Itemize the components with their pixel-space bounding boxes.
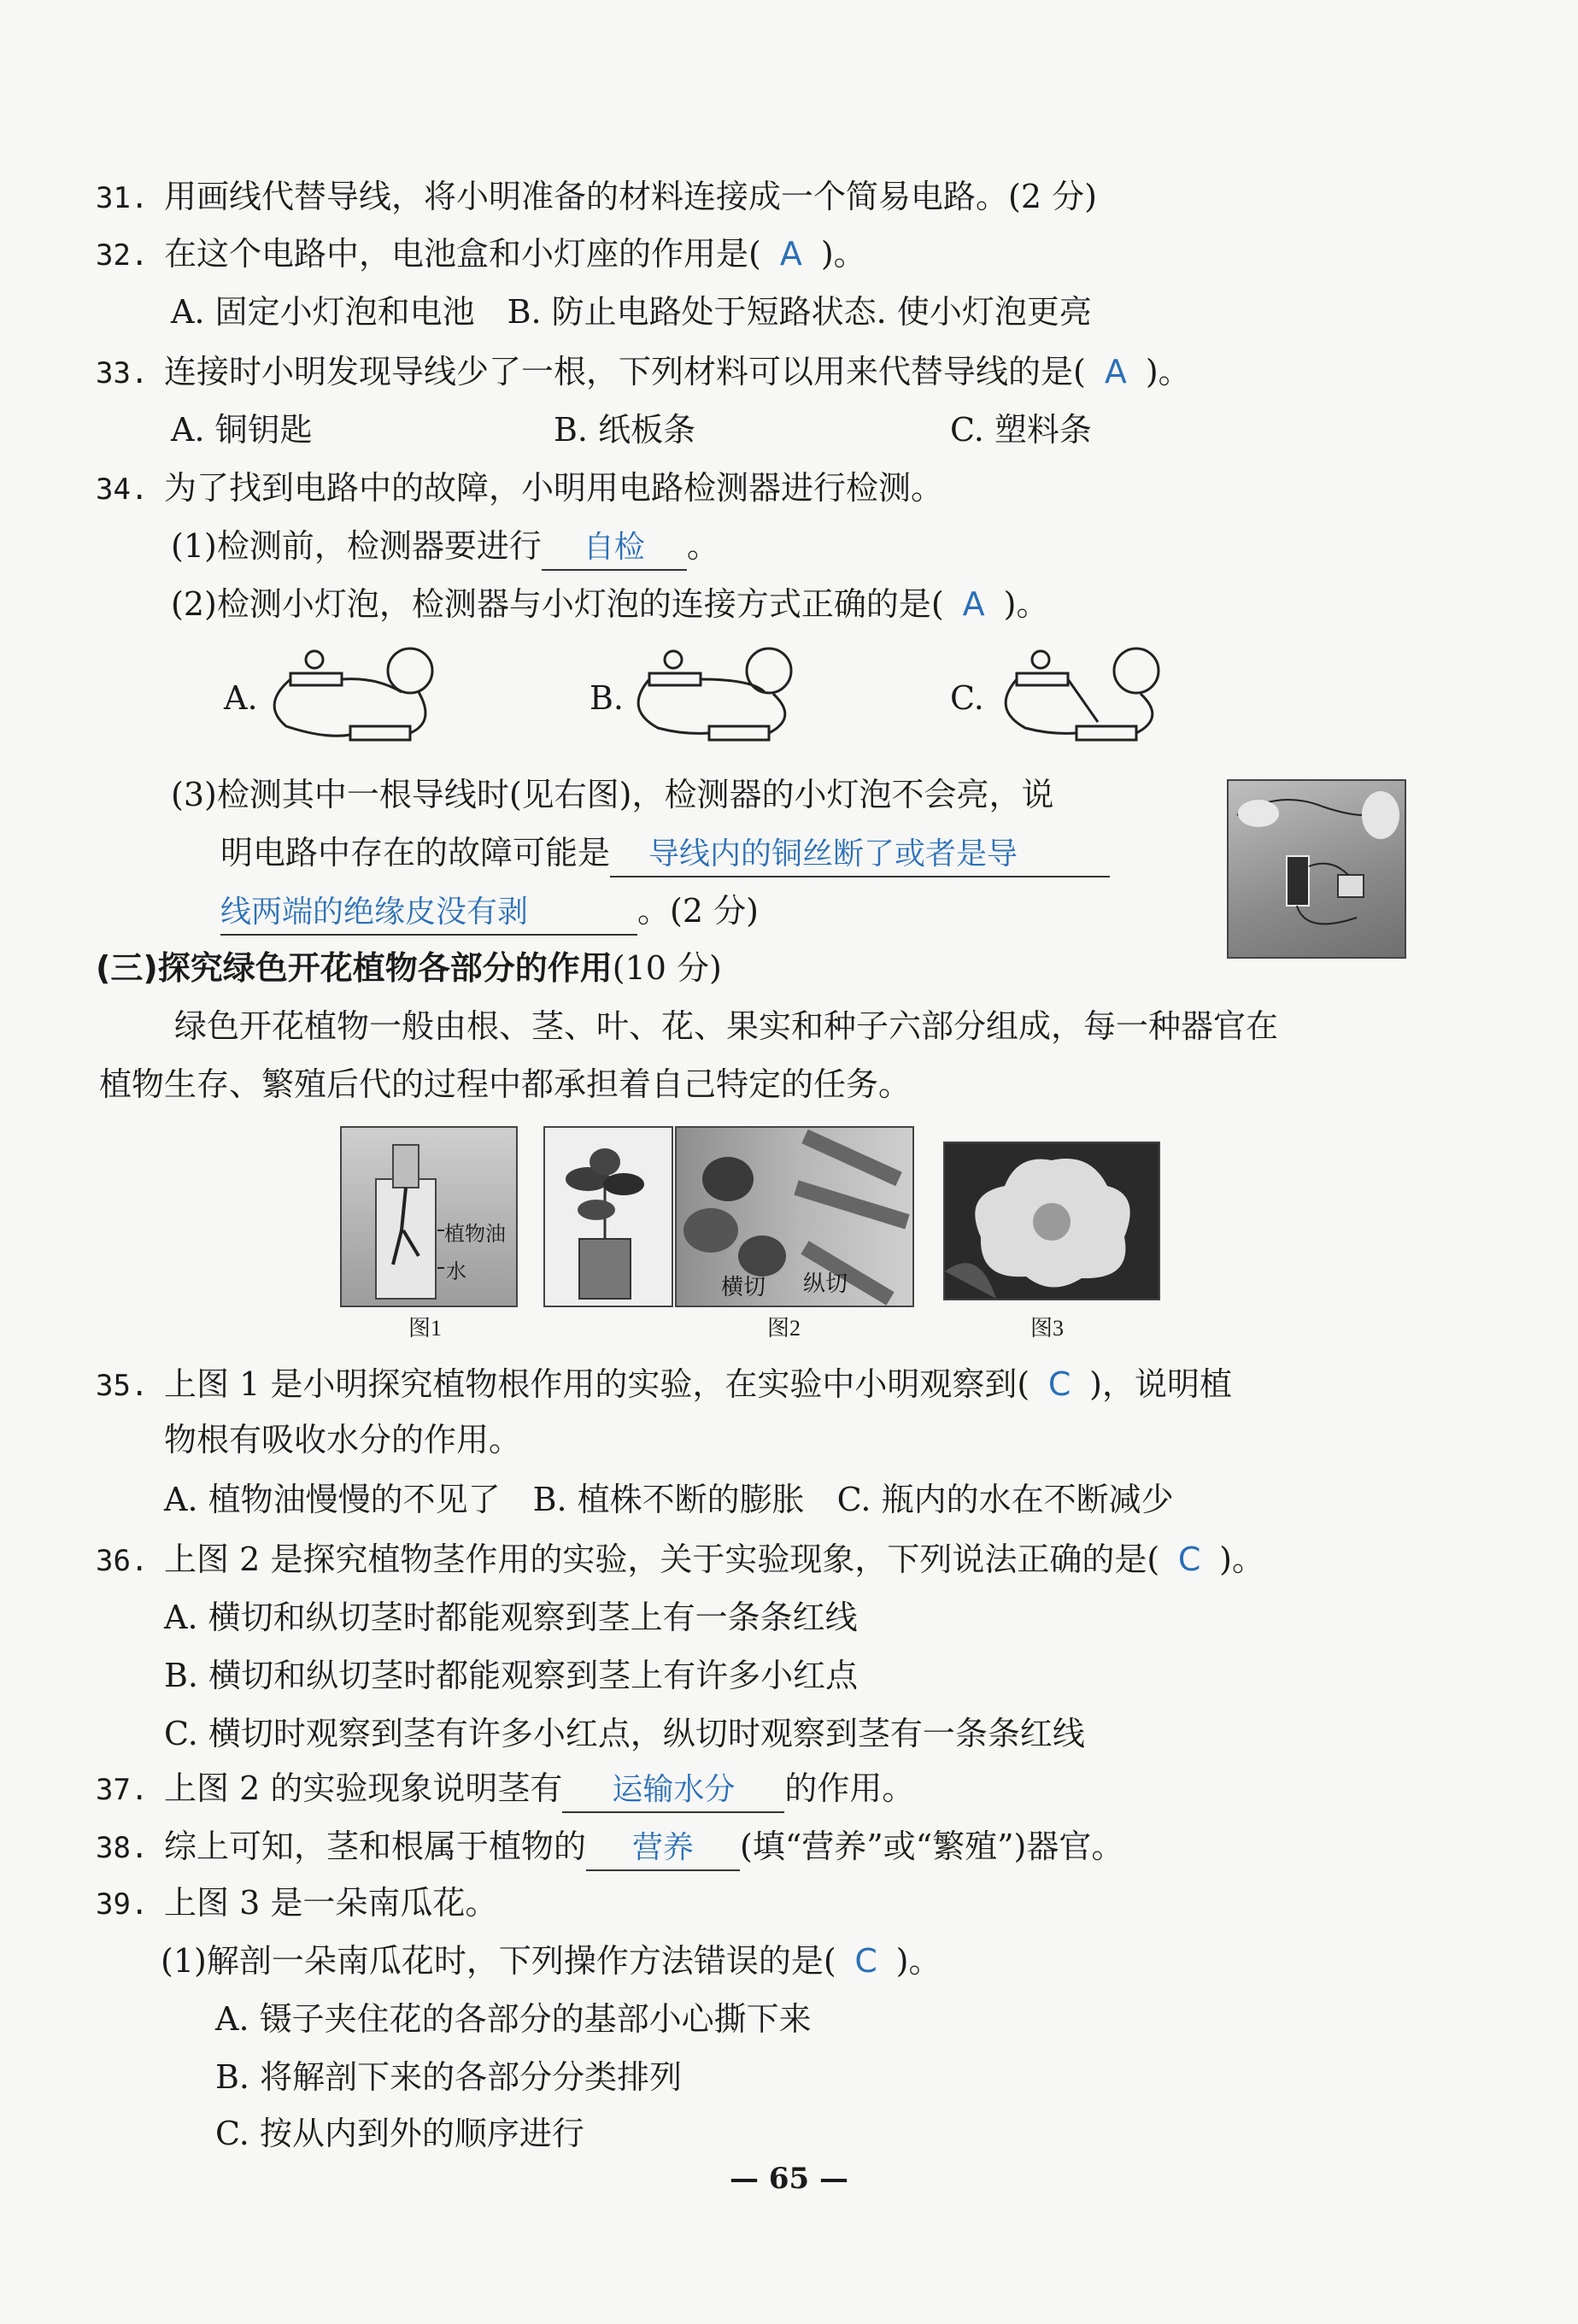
question-number: 38. xyxy=(96,1831,149,1865)
part-text-end: )。 xyxy=(895,1942,942,1980)
question-35-options: A. 植物油慢慢的不见了 B. 植株不断的膨胀 C. 瓶内的水在不断减少 xyxy=(164,1481,1174,1518)
question-31 xyxy=(96,175,1097,220)
section-intro-line-2: 植物生存、繁殖后代的过程中都承担着自己特定的任务。 xyxy=(99,1065,912,1103)
question-text-end: 的作用。 xyxy=(784,1769,915,1807)
question-number: 33. xyxy=(96,356,149,390)
answer-mark: A xyxy=(1104,353,1127,390)
question-32 xyxy=(96,232,866,277)
figure-2-stem-sections xyxy=(675,1126,914,1307)
option-b: B. 将解剖下来的各部分分类排列 xyxy=(215,2058,683,2096)
option-a: A. 横切和纵切茎时都能观察到茎上有一条条红线 xyxy=(164,1599,858,1636)
question-text: 用画线代替导线，将小明准备的材料连接成一个简易电路。(2 分) xyxy=(164,178,1097,215)
circuit-label-b: B. xyxy=(590,679,625,717)
figure-3-pumpkin-flower xyxy=(943,1141,1160,1300)
question-34-part-3-line-1: (3)检测其中一根导线时(见右图)，检测器的小灯泡不会亮，说 xyxy=(171,776,1054,813)
handwritten-answer: 运输水分 xyxy=(612,1772,736,1807)
question-39-part-1 xyxy=(161,1940,941,1982)
figure-2-plant-photo xyxy=(543,1126,673,1307)
option-a: A. 铜钥匙 xyxy=(171,411,313,449)
answer-mark: A xyxy=(779,235,802,273)
circuit-diagram-b xyxy=(624,641,812,765)
part-text-end: )。 xyxy=(1003,585,1049,623)
question-35 xyxy=(96,1363,1232,1407)
handwritten-answer: 导线内的铜丝断了或者是导 xyxy=(648,836,1018,872)
question-text: 上图 1 是小明探究植物根作用的实验，在实验中小明观察到( xyxy=(164,1365,1030,1403)
question-39 xyxy=(96,1881,497,1926)
answer-mark: C xyxy=(854,1942,877,1980)
figure-label-water: 水 xyxy=(446,1261,466,1283)
question-number: 35. xyxy=(96,1369,149,1403)
answer-mark: C xyxy=(1047,1365,1071,1403)
question-number: 36. xyxy=(96,1544,149,1578)
part-text: (1)检测前，检测器要进行 xyxy=(171,527,542,565)
part-text-end: 。 xyxy=(686,527,719,565)
page-number: — 65 — xyxy=(730,2162,848,2196)
question-text-end: )，说明植 xyxy=(1089,1365,1232,1403)
option-c: C. 横切时观察到茎有许多小红点，纵切时观察到茎有一条条红线 xyxy=(164,1715,1085,1752)
part-text-end: 。(2 分) xyxy=(637,892,759,930)
option-c: C. 按从内到外的顺序进行 xyxy=(215,2115,584,2152)
question-34-part-3-line-2 xyxy=(220,831,1110,877)
figure-1-root-experiment xyxy=(340,1126,518,1307)
handwritten-answer: 自检 xyxy=(583,530,645,565)
handwritten-answer: 线两端的绝缘皮没有剥 xyxy=(220,895,529,930)
question-38 xyxy=(96,1825,1123,1871)
question-number: 32. xyxy=(96,238,149,273)
handwritten-answer: 营养 xyxy=(632,1830,695,1865)
question-35-line-2: 物根有吸收水分的作用。 xyxy=(164,1421,522,1458)
figure-label-oil: 植物油 xyxy=(444,1224,506,1246)
figure-1-caption: 图1 xyxy=(408,1316,443,1341)
question-34-part-2 xyxy=(171,583,1048,625)
question-34-part-1 xyxy=(171,525,719,571)
circuit-diagram-a xyxy=(265,641,453,765)
option-b: B. 纸板条 xyxy=(554,411,696,449)
figure-3-caption: 图3 xyxy=(1030,1316,1065,1341)
question-text: 连接时小明发现导线少了一根，下列材料可以用来代替导线的是( xyxy=(164,353,1086,390)
question-text: 上图 3 是一朵南瓜花。 xyxy=(164,1884,498,1922)
question-34 xyxy=(96,467,943,511)
question-36 xyxy=(96,1538,1264,1582)
option-a: A. 镊子夹住花的各部分的基部小心撕下来 xyxy=(215,2000,812,2038)
wire-test-photo xyxy=(1227,779,1406,959)
option-b: B. 横切和纵切茎时都能观察到茎上有许多小红点 xyxy=(164,1657,859,1694)
answer-mark: C xyxy=(1177,1541,1201,1578)
question-text: 为了找到电路中的故障，小明用电路检测器进行检测。 xyxy=(164,469,944,507)
section-title: (三)探究绿色开花植物各部分的作用 xyxy=(96,949,613,987)
section-intro-line-1: 绿色开花植物一般由根、茎、叶、花、果实和种子六部分组成，每一种器官在 xyxy=(174,1007,1279,1045)
figure-label-longitudinal-section: 纵切 xyxy=(803,1271,848,1296)
question-number: 37. xyxy=(96,1773,149,1807)
question-number: 31. xyxy=(96,181,149,215)
circuit-label-c: C. xyxy=(950,679,984,717)
part-text: 明电路中存在的故障可能是 xyxy=(220,834,611,872)
question-33 xyxy=(96,350,1191,395)
option-c: C. 塑料条 xyxy=(950,411,1092,449)
section-heading xyxy=(96,947,722,989)
part-text: (1)解剖一朵南瓜花时，下列操作方法错误的是( xyxy=(161,1942,836,1980)
question-text-end: )。 xyxy=(1145,353,1191,390)
figure-label-cross-section: 横切 xyxy=(721,1275,766,1300)
circuit-diagram-c xyxy=(991,641,1179,765)
question-text: 上图 2 的实验现象说明茎有 xyxy=(164,1769,563,1807)
question-text-end: )。 xyxy=(1219,1541,1264,1578)
circuit-label-a: A. xyxy=(224,679,258,717)
question-32-options: A. 固定小灯泡和电池 B. 防止电路处于短路状态. 使小灯泡更亮 xyxy=(171,293,1092,331)
question-34-part-3-line-3 xyxy=(220,889,759,936)
question-37 xyxy=(96,1767,914,1813)
question-number: 39. xyxy=(96,1887,149,1922)
question-text: 在这个电路中，电池盒和小灯座的作用是( xyxy=(164,235,761,273)
question-text: 上图 2 是探究植物茎作用的实验，关于实验现象，下列说法正确的是( xyxy=(164,1541,1160,1578)
part-text: (2)检测小灯泡，检测器与小灯泡的连接方式正确的是( xyxy=(171,585,944,623)
question-number: 34. xyxy=(96,472,149,507)
answer-mark: A xyxy=(962,585,985,623)
figure-2-caption: 图2 xyxy=(767,1316,801,1341)
question-text: 综上可知，茎和根属于植物的 xyxy=(164,1828,587,1865)
section-score: (10 分) xyxy=(612,949,722,987)
question-text-end: (填“营养”或“繁殖”)器官。 xyxy=(740,1828,1124,1865)
question-text-end: )。 xyxy=(820,235,866,273)
